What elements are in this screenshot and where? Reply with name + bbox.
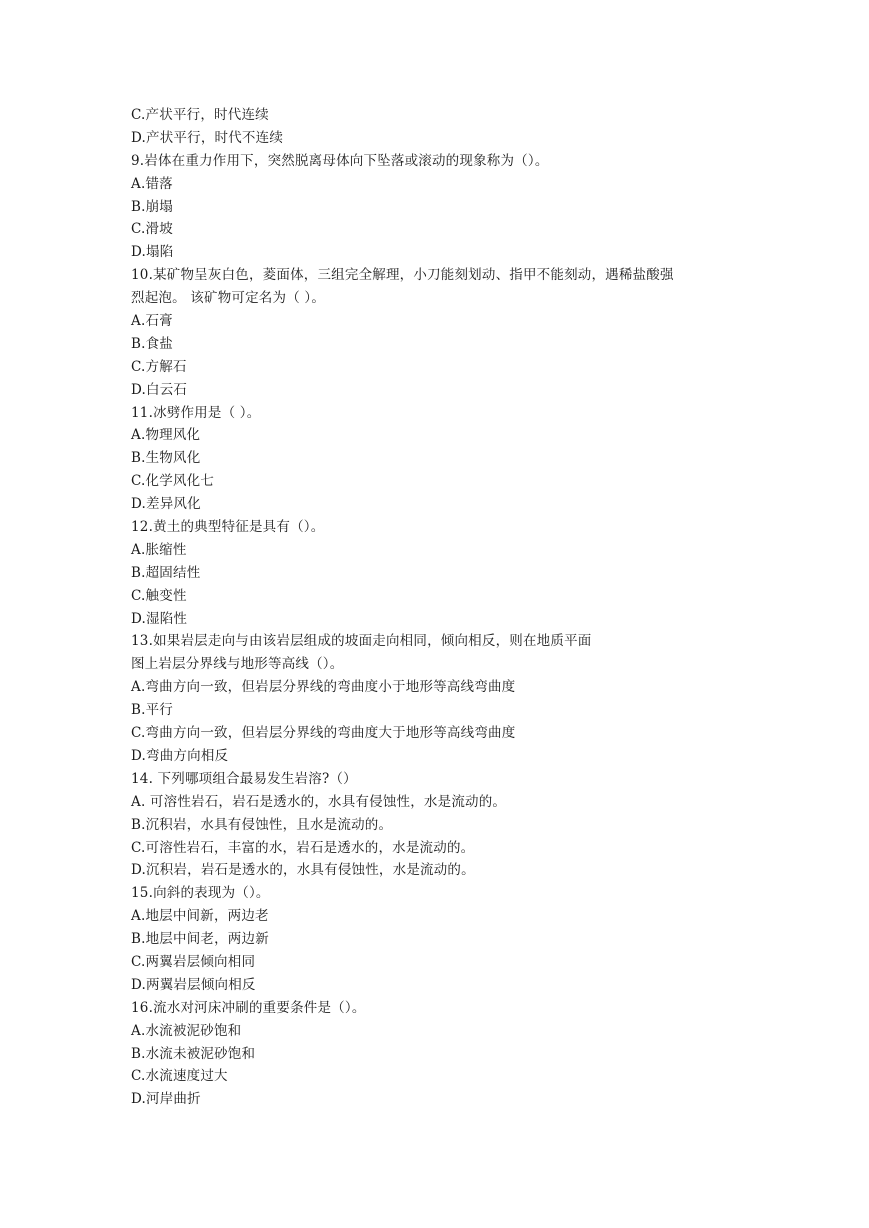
question-9-option-a: A.错落 (131, 175, 173, 192)
question-13-option-a: A.弯曲方向一致，但岩层分界线的弯曲度小于地形等高线弯曲度 (131, 679, 516, 696)
question-10-option-c: C.方解石 (131, 358, 187, 375)
question-10: 10.某矿物呈灰白色，菱面体，三组完全解理，小刀能刻划动、指甲不能刻动，遇稀盐酸强 (131, 267, 674, 284)
question-16: 16.流水对河床冲刷的重要条件是（）。 (131, 999, 366, 1016)
question-12-option-a: A.胀缩性 (131, 541, 187, 558)
question-16-option-d: D.河岸曲折 (131, 1091, 201, 1108)
question-13-continued: 图上岩层分界线与地形等高线（）。 (131, 656, 344, 673)
question-14-option-d: D.沉积岩，岩石是透水的，水具有侵蚀性，水是流动的。 (131, 862, 475, 879)
question-15-option-d: D.两翼岩层倾向相反 (131, 976, 256, 993)
question-14: 14. 下列哪项组合最易发生岩溶?（） (131, 770, 357, 787)
question-9: 9.岩体在重力作用下，突然脱离母体向下坠落或滚动的现象称为（）。 (131, 152, 549, 169)
question-11-option-a: A.物理风化 (131, 427, 201, 444)
question-13-option-c: C.弯曲方向一致，但岩层分界线的弯曲度大于地形等高线弯曲度 (131, 725, 516, 742)
question-12-option-c: C.触变性 (131, 587, 187, 604)
question-12-option-d: D.湿陷性 (131, 610, 188, 627)
question-13-option-d: D.弯曲方向相反 (131, 747, 229, 764)
question-16-option-b: B.水流未被泥砂饱和 (131, 1045, 256, 1062)
question-9-option-b: B.崩塌 (131, 198, 174, 215)
question-15: 15.向斜的表现为（）。 (131, 885, 270, 902)
question-11-option-d: D.差异风化 (131, 496, 201, 513)
question-11-option-b: B.生物风化 (131, 450, 201, 467)
question-9-option-d: D.塌陷 (131, 244, 174, 261)
question-11: 11.冰劈作用是（ ）。 (131, 404, 261, 421)
question-16-option-a: A.水流被泥砂饱和 (131, 1022, 242, 1039)
question-16-option-c: C.水流速度过大 (131, 1068, 228, 1085)
question-13: 13.如果岩层走向与由该岩层组成的坡面走向相同，倾向相反，则在地质平面 (131, 633, 592, 650)
question-9-option-c: C.滑坡 (131, 221, 173, 238)
question-12: 12.黄土的典型特征是具有（）。 (131, 519, 325, 536)
question-13-option-b: B.平行 (131, 702, 174, 719)
question-14-option-a: A. 可溶性岩石，岩石是透水的，水具有侵蚀性，水是流动的。 (131, 793, 507, 810)
question-14-option-b: B.沉积岩，水具有侵蚀性，且水是流动的。 (131, 816, 393, 833)
question-15-option-a: A.地层中间新，两边老 (131, 908, 269, 925)
question-12-option-b: B.超固结性 (131, 564, 201, 581)
question-10-option-d: D.白云石 (131, 381, 188, 398)
document-page (131, 104, 771, 1111)
question-15-option-b: B.地层中间老，两边新 (131, 931, 269, 948)
question-14-option-c: C.可溶性岩石，丰富的水，岩石是透水的，水是流动的。 (131, 839, 475, 856)
question-10-option-a: A.石膏 (131, 313, 173, 330)
question-11-option-c: C.化学风化七 (131, 473, 215, 490)
question-10-option-b: B.食盐 (131, 335, 174, 352)
question-15-option-c: C.两翼岩层倾向相同 (131, 953, 256, 970)
option-d: D.产状平行，时代不连续 (131, 129, 284, 146)
question-10-continued: 烈起泡。 该矿物可定名为（ ）。 (131, 290, 326, 307)
option-c: C.产状平行，时代连续 (131, 107, 269, 123)
